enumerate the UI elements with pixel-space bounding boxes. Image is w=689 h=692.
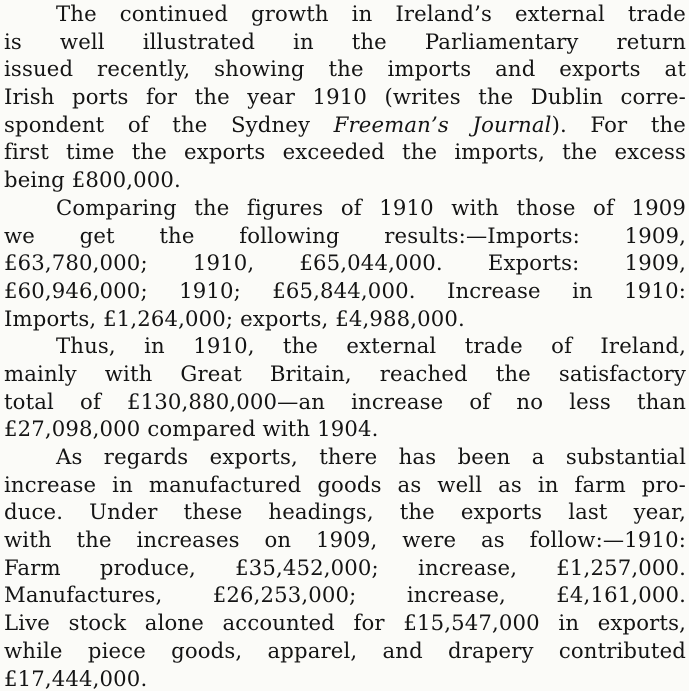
text-line: we get the following results:—Imports: 1909, [4, 222, 686, 250]
text-line: mainly with Great Britain, reached the satisfactory [4, 360, 686, 388]
article-column [4, 0, 686, 692]
text-line: being £800,000. [4, 166, 686, 194]
text-line: £17,444,000. [4, 665, 686, 692]
text-line: £60,946,000; 1910; £65,844,000. Increase in 1910: [4, 277, 686, 305]
text-line: Imports, £1,264,000; exports, £4,988,000. [4, 305, 686, 333]
text-line: total of £130,880,000—an increase of no less than [4, 388, 686, 416]
text-line: is well illustrated in the Parliamentary return [4, 28, 686, 56]
text-line: As regards exports, there has been a substantial [4, 443, 686, 471]
text-line: Thus, in 1910, the external trade of Ireland, [4, 332, 686, 360]
text-line: Irish ports for the year 1910 (writes the Dublin corre- [4, 83, 686, 111]
text-line: increase in manufactured goods as well as in farm pro- [4, 471, 686, 499]
text-line: while piece goods, apparel, and drapery contributed [4, 637, 686, 665]
text-line: Farm produce, £35,452,000; increase, £1,257,000. [4, 554, 686, 582]
text-line: Manufactures, £26,253,000; increase, £4,161,000. [4, 581, 686, 609]
text-line: The continued growth in Ireland’s external trade [4, 0, 686, 28]
journal-title: Freeman’s Journal [334, 112, 552, 137]
text-line: £63,780,000; 1910, £65,044,000. Exports: 1909, [4, 249, 686, 277]
text-line: first time the exports exceeded the imports, the excess [4, 138, 686, 166]
text-line: issued recently, showing the imports and exports at [4, 55, 686, 83]
text-line: £27,098,000 compared with 1904. [4, 415, 686, 443]
text-line: Comparing the figures of 1910 with those of 1909 [4, 194, 686, 222]
text-line: spondent of the Sydney Freeman’s Journal). For the [4, 111, 686, 139]
text-line: with the increases on 1909, were as follow:—1910: [4, 526, 686, 554]
text-line: Live stock alone accounted for £15,547,000 in exports, [4, 609, 686, 637]
text-line: duce. Under these headings, the exports last year, [4, 498, 686, 526]
